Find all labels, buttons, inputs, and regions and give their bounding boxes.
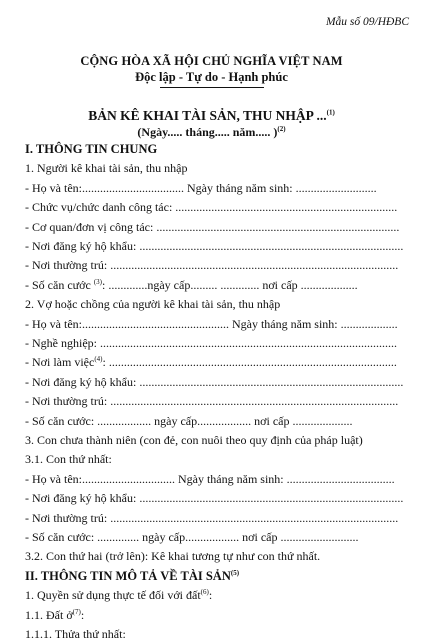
declarant-heading: 1. Người kê khai tài sản, thu nhập	[25, 161, 188, 176]
spouse-occupation-field: - Nghề nghiệp: ...................................................................................................	[25, 336, 397, 350]
child-id-field: - Số căn cước: .............. ngày cấp.................. nơi cấp ..........................	[25, 530, 359, 544]
first-child-heading: 3.1. Con thứ nhất:	[25, 452, 112, 467]
child-registered-address-field: - Nơi đăng ký hộ khẩu: ........................................................................................	[25, 491, 404, 506]
spouse-registered-address-field: - Nơi đăng ký hộ khẩu: ........................................................................................	[25, 374, 404, 389]
national-title: CỘNG HÒA XÃ HỘI CHỦ NGHĨA VIỆT NAM	[80, 54, 343, 68]
minor-children-heading: 3. Con chưa thành niên (con đẻ, con nuôi theo quy định của pháp luật)	[25, 433, 363, 447]
spouse-heading: 2. Vợ hoặc chồng của người kê khai tài sản, thu nhập	[25, 297, 281, 312]
declarant-agency-field: - Cơ quan/đơn vị công tác: .................................................................................	[25, 219, 400, 234]
first-plot-heading: 1.1.1. Thửa thứ nhất:	[25, 627, 126, 641]
declarant-registered-address-field: - Nơi đăng ký hộ khẩu: ........................................................................................	[25, 239, 404, 253]
declarant-name-field: - Họ và tên:.................................. Ngày tháng năm sinh: ...........................	[25, 180, 377, 195]
document-title	[0, 108, 423, 124]
title-text: BẢN KÊ KHAI TÀI SẢN, THU NHẬP ...	[88, 108, 327, 123]
second-child-note: 3.2. Con thứ hai (trở lên): Kê khai tương tự như con thứ nhất.	[25, 549, 321, 564]
section-general-info: I. THÔNG TIN CHUNG	[25, 142, 158, 156]
residential-land-heading: 1.1. Đất ở$^{(7)}$:	[25, 607, 85, 622]
national-motto: Độc lập - Tự do - Hạnh phúc	[135, 70, 288, 84]
form-code: Mẫu số 09/HĐBC	[325, 16, 409, 28]
spouse-workplace-field: - Nơi làm việc$^{(4)}$: ................................................................................................	[25, 355, 397, 370]
date-footnote-ref: (2)	[277, 125, 286, 133]
section-asset-info: II. THÔNG TIN MÔ TẢ VỀ TÀI SẢN$^{(5)}$	[25, 568, 240, 583]
document-date	[0, 125, 423, 140]
child-residence-field: - Nơi thường trú: ................................................................................................	[25, 510, 399, 525]
declarant-position-field: - Chức vụ/chức danh công tác: ..........................................................................	[25, 200, 398, 215]
spouse-id-field: - Số căn cước: .................. ngày cấp.................. nơi cấp ....................	[25, 413, 353, 428]
title-footnote-ref: (1)	[326, 108, 335, 117]
declarant-residence-field: - Nơi thường trú: ................................................................................................	[25, 258, 399, 273]
spouse-residence-field: - Nơi thường trú: ................................................................................................	[25, 394, 399, 409]
declarant-id-field: - Số căn cước $^{(3)}$: .............ngày cấp......... ............. nơi cấp ...................	[25, 277, 358, 292]
child-name-field: - Họ và tên:............................... Ngày tháng năm sinh: ....................................	[25, 471, 395, 486]
spouse-name-field: - Họ và tên:................................................. Ngày tháng năm sinh: ...................	[25, 316, 398, 331]
motto-underline	[160, 87, 264, 88]
land-use-rights-heading: 1. Quyền sử dụng thực tế đối với đất$^{(6)}$:	[25, 588, 213, 603]
date-text: (Ngày..... tháng..... năm..... )	[137, 125, 278, 139]
